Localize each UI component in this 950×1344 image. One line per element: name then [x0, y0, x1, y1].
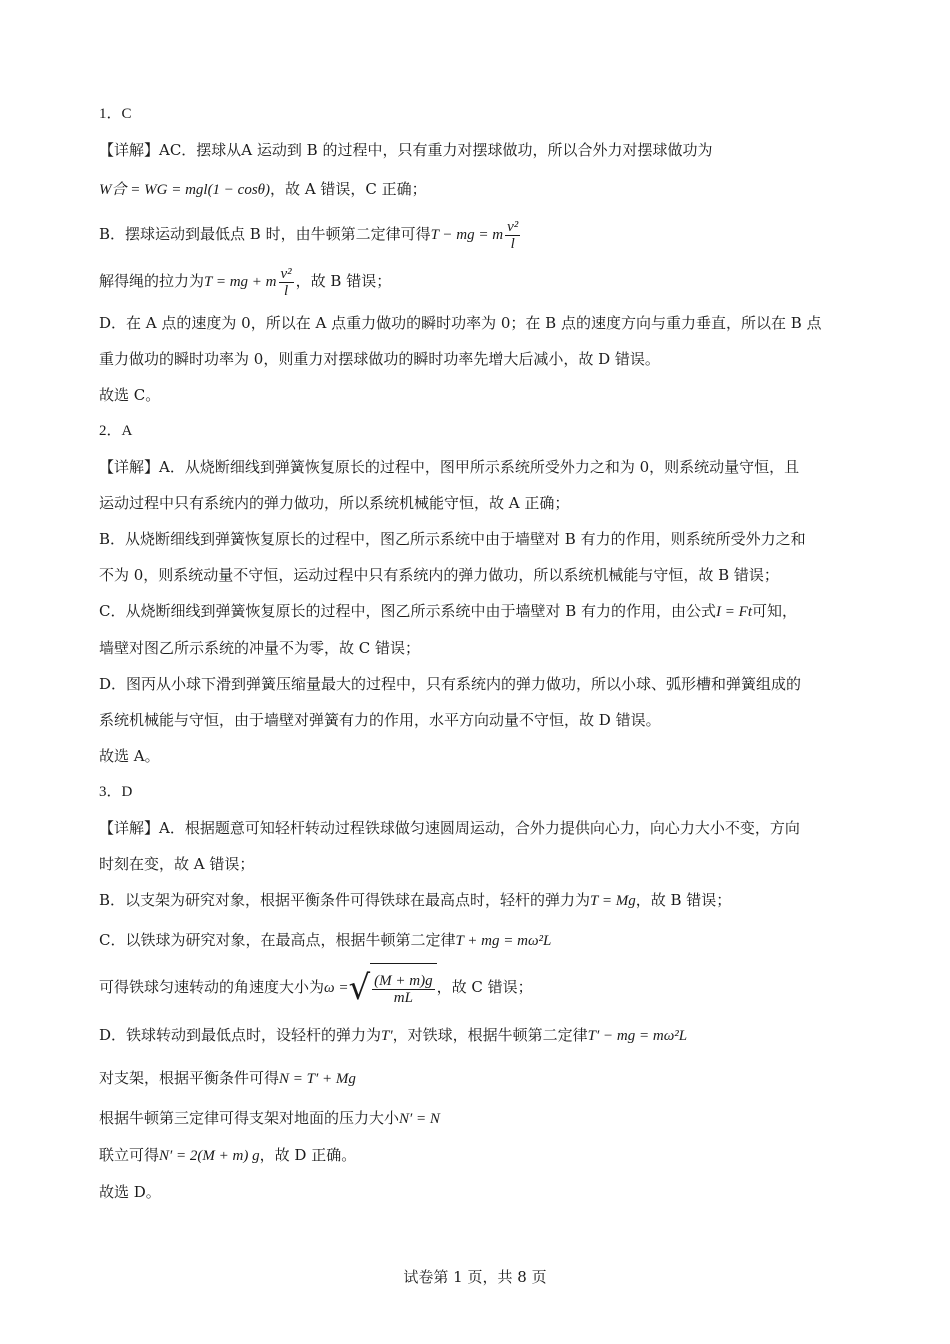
explanation-equation-line	[99, 919, 869, 962]
explanation-text: B．从烧断细线到弹簧恢复原长的过程中，图乙所示系统中由于墙壁对 B 有力的作用，则系统所受外力之和	[99, 530, 806, 548]
explanation-text: ，故 D 正确。	[259, 1145, 357, 1164]
equation: T = Mg	[590, 893, 636, 909]
equation: T′ − mg = mω²L	[587, 1027, 688, 1044]
fraction	[505, 219, 520, 252]
equation: N = T′ + Mg	[279, 1070, 356, 1087]
explanation-text: 对支架，根据平衡条件可得	[99, 1068, 280, 1087]
explanation-text: C．从烧断细线到弹簧恢复原长的过程中，图乙所示系统中由于墙壁对 B 有力的作用，由公式	[99, 602, 717, 620]
equation: ω =	[324, 980, 349, 996]
explanation-text: D．在 A 点的速度为 0，所以在 A 点重力做功的瞬时功率为 0；在 B 点的速度方向与重力垂直，所以在 B 点	[99, 314, 822, 332]
fraction-denominator: mL	[393, 990, 413, 1007]
explanation-text: 【详解】AC．摆球从A 运动到 B 的过程中，只有重力对摆球做功，所以合外力对摆球做功为	[99, 141, 713, 159]
explanation-text: D．图丙从小球下滑到弹簧压缩量最大的过程中，只有系统内的弹力做功，所以小球、弧形槽和弹簧组成的	[99, 675, 802, 693]
explanation-text: 不为 0，则系统动量不守恒，运动过程中只有系统内的弹力做功，所以系统机械能与守恒，故 B 错误；	[99, 566, 779, 584]
explanation-equation-line	[99, 1100, 869, 1137]
conclusion-text: 故选 D。	[99, 1182, 161, 1201]
conclusion-text: 故选 A。	[99, 747, 160, 765]
explanation-equation-line	[99, 1014, 869, 1057]
conclusion-text: 故选 C。	[99, 386, 161, 404]
equation: N′ = 2(M + m) g	[159, 1147, 260, 1164]
explanation-text: ，故 B 错误；	[635, 891, 732, 909]
explanation-text: 墙壁对图乙所示系统的冲量不为零，故 C 错误；	[99, 639, 421, 657]
fraction	[279, 266, 294, 299]
fraction-denominator: l	[283, 282, 289, 299]
fraction	[372, 973, 434, 1006]
explanation-equation-line	[99, 962, 869, 1014]
answer-number-3: 3．D	[99, 784, 133, 800]
equation: I = Ft	[716, 604, 752, 620]
explanation-text: 可得铁球匀速转动的角速度大小为	[99, 978, 325, 996]
explanation-text: 重力做功的瞬时功率为 0，则重力对摆球做功的瞬时功率先增大后减小，故 D 错误。	[99, 350, 660, 368]
explanation-text: C．以铁球为研究对象，在最高点，根据牛顿第二定律	[99, 931, 456, 949]
explanation-text: 系统机械能与守恒，由于墙壁对弹簧有力的作用，水平方向动量不守恒，故 D 错误。	[99, 711, 661, 729]
explanation-text: ，故 A 错误，C 正确；	[270, 180, 427, 198]
radical-sign-icon: √	[348, 968, 371, 1009]
explanation-equation-line	[99, 168, 869, 211]
fraction-numerator: v²	[507, 218, 519, 235]
explanation-text: B．摆球运动到最低点 B 时，由牛顿第二定律可得	[99, 225, 431, 243]
fraction-denominator: l	[510, 235, 515, 252]
equation: T + mg = mω²L	[455, 933, 552, 949]
explanation-equation-line	[99, 1137, 869, 1174]
equation: N′ = N	[399, 1110, 440, 1127]
explanation-text: 运动过程中只有系统内的弹力做功，所以系统机械能守恒，故 A 正确；	[99, 494, 570, 512]
answer-number-1: 1．C	[99, 106, 132, 122]
explanation-text: 联立可得	[99, 1145, 160, 1164]
fraction-numerator: (M + m)g	[374, 973, 433, 990]
explanation-text: 根据牛顿第三定律可得支架对地面的压力大小	[99, 1108, 400, 1127]
explanation-text: ，对铁球，根据牛顿第二定律	[392, 1025, 588, 1044]
answer-number-2: 2．A	[99, 423, 133, 439]
fraction-numerator: v²	[280, 265, 292, 282]
equation: W合 = WG = mgl(1 − cosθ)	[99, 182, 271, 198]
explanation-text: ，故 C 错误；	[436, 978, 533, 996]
explanation-text: 时刻在变，故 A 错误；	[99, 855, 255, 873]
equation: T − mg = m	[430, 227, 504, 243]
explanation-text: 【详解】A．根据题意可知轻杆转动过程铁球做匀速圆周运动，合外力提供向心力，向心力大小不变，方向	[99, 819, 800, 837]
explanation-equation-line	[99, 211, 869, 258]
explanation-equation-line	[99, 593, 869, 630]
explanation-text: 【详解】A．从烧断细线到弹簧恢复原长的过程中，图甲所示系统所受外力之和为 0，则系统动量守恒，且	[99, 458, 800, 476]
square-root	[348, 962, 436, 1014]
answer-content	[99, 96, 869, 1210]
page-footer: 试卷第 1 页，共 8 页	[403, 1268, 547, 1286]
explanation-equation-line	[99, 882, 869, 919]
explanation-text: D．铁球转动到最低点时，设轻杆的弹力为	[99, 1025, 382, 1044]
explanation-text: ，故 B 错误；	[295, 272, 392, 290]
explanation-text: 解得绳的拉力为	[99, 272, 205, 290]
explanation-equation-line	[99, 1057, 869, 1100]
explanation-equation-line	[99, 258, 869, 305]
equation: T′	[381, 1027, 393, 1044]
explanation-text: 可知，	[752, 602, 798, 620]
explanation-text: B．以支架为研究对象，根据平衡条件可得铁球在最高点时，轻杆的弹力为	[99, 891, 591, 909]
equation: T = mg + m	[204, 274, 277, 290]
